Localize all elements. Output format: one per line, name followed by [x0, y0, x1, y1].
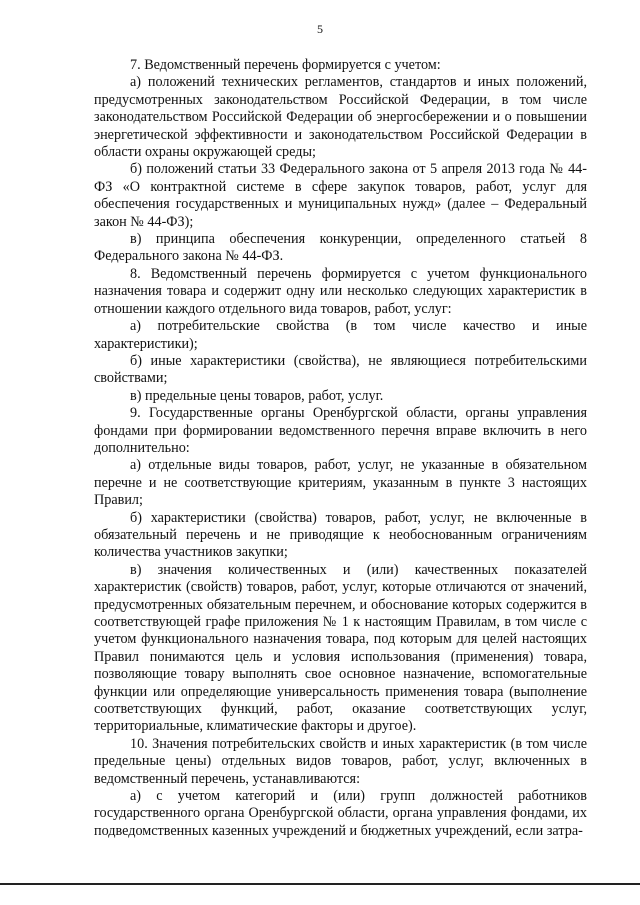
paragraph-9a: а) отдельные виды товаров, работ, услуг, не указанные в обязательном перечне и не соответствующие критериям, указанным в пункте 3 настоящих Правил; — [94, 457, 587, 509]
paragraph-7b: б) положений статьи 33 Федерального закона от 5 апреля 2013 года № 44-ФЗ «О контрактной системе в сфере закупок товаров, работ, услуг для обеспечения государственных и муниципальных нужд» (далее – Федеральный закон № 44-ФЗ); — [94, 161, 587, 230]
page-number: 5 — [317, 22, 323, 36]
paragraph-9: 9. Государственные органы Оренбургской области, органы управления фондами при формировании ведомственного перечня вправе включить в него дополнительно: — [94, 405, 587, 456]
paragraph-7c: в) принципа обеспечения конкуренции, определенного статьей 8 Федерального закона № 44-ФЗ. — [94, 231, 587, 265]
paragraph-7a: а) положений технических регламентов, стандартов и иных положений, предусмотренных законодательством Российской Федерации, в том числе законодательством Российской Федерации об энергосбережении и о повышении энергетической эффективности и законодательством Российской Федерации в области охраны окружающей среды; — [94, 74, 587, 161]
page-bottom-rule — [0, 883, 640, 885]
paragraph-10a: а) с учетом категорий и (или) групп должностей работников государственного органа Оренбургской области, органа управления фондами, их подведомственных казенных учреждений и бюджетных учреждений, если затра- — [94, 788, 587, 839]
document-body — [94, 57, 587, 840]
paragraph-8a: а) потребительские свойства (в том числе качество и иные характеристики); — [94, 318, 587, 352]
paragraph-8c: в) предельные цены товаров, работ, услуг. — [130, 387, 384, 404]
paragraph-8b: б) иные характеристики (свойства), не являющиеся потребительскими свойствами; — [94, 352, 587, 387]
paragraph-9c: в) значения количественных и (или) качественных показателей характеристик (свойств) товаров, работ, услуг, которые отличаются от значений, предусмотренных обязательным перечнем, и обоснование которых содержится в соответствующей графе приложения № 1 к настоящим Правилам, в том числе с учетом функционального назначения товара, под которым для целей настоящих Правил понимаются цель и условия использования (применения) товара, позволяющие товару выполнять свое основное назначение, вспомогательные функции или определяющие универсальность применения товара (выполнение соответствующих функций, работ, оказание соответствующих услуг, территориальные, климатические факторы и другое). — [94, 561, 587, 735]
paragraph-9b: б) характеристики (свойства) товаров, работ, услуг, не включенные в обязательный перечень и не приводящие к необоснованным ограничениям количества участников закупки; — [94, 509, 587, 561]
paragraph-10: 10. Значения потребительских свойств и иных характеристик (в том числе предельные цены) отдельных видов товаров, работ, услуг, включенных в ведомственный перечень, устанавливаются: — [94, 735, 587, 787]
paragraph-7: 7. Ведомственный перечень формируется с учетом: — [130, 57, 441, 73]
paragraph-8: 8. Ведомственный перечень формируется с учетом функционального назначения товара и содержит одну или несколько следующих характеристик в отношении каждого отдельного вида товаров, работ, услуг: — [94, 265, 587, 317]
